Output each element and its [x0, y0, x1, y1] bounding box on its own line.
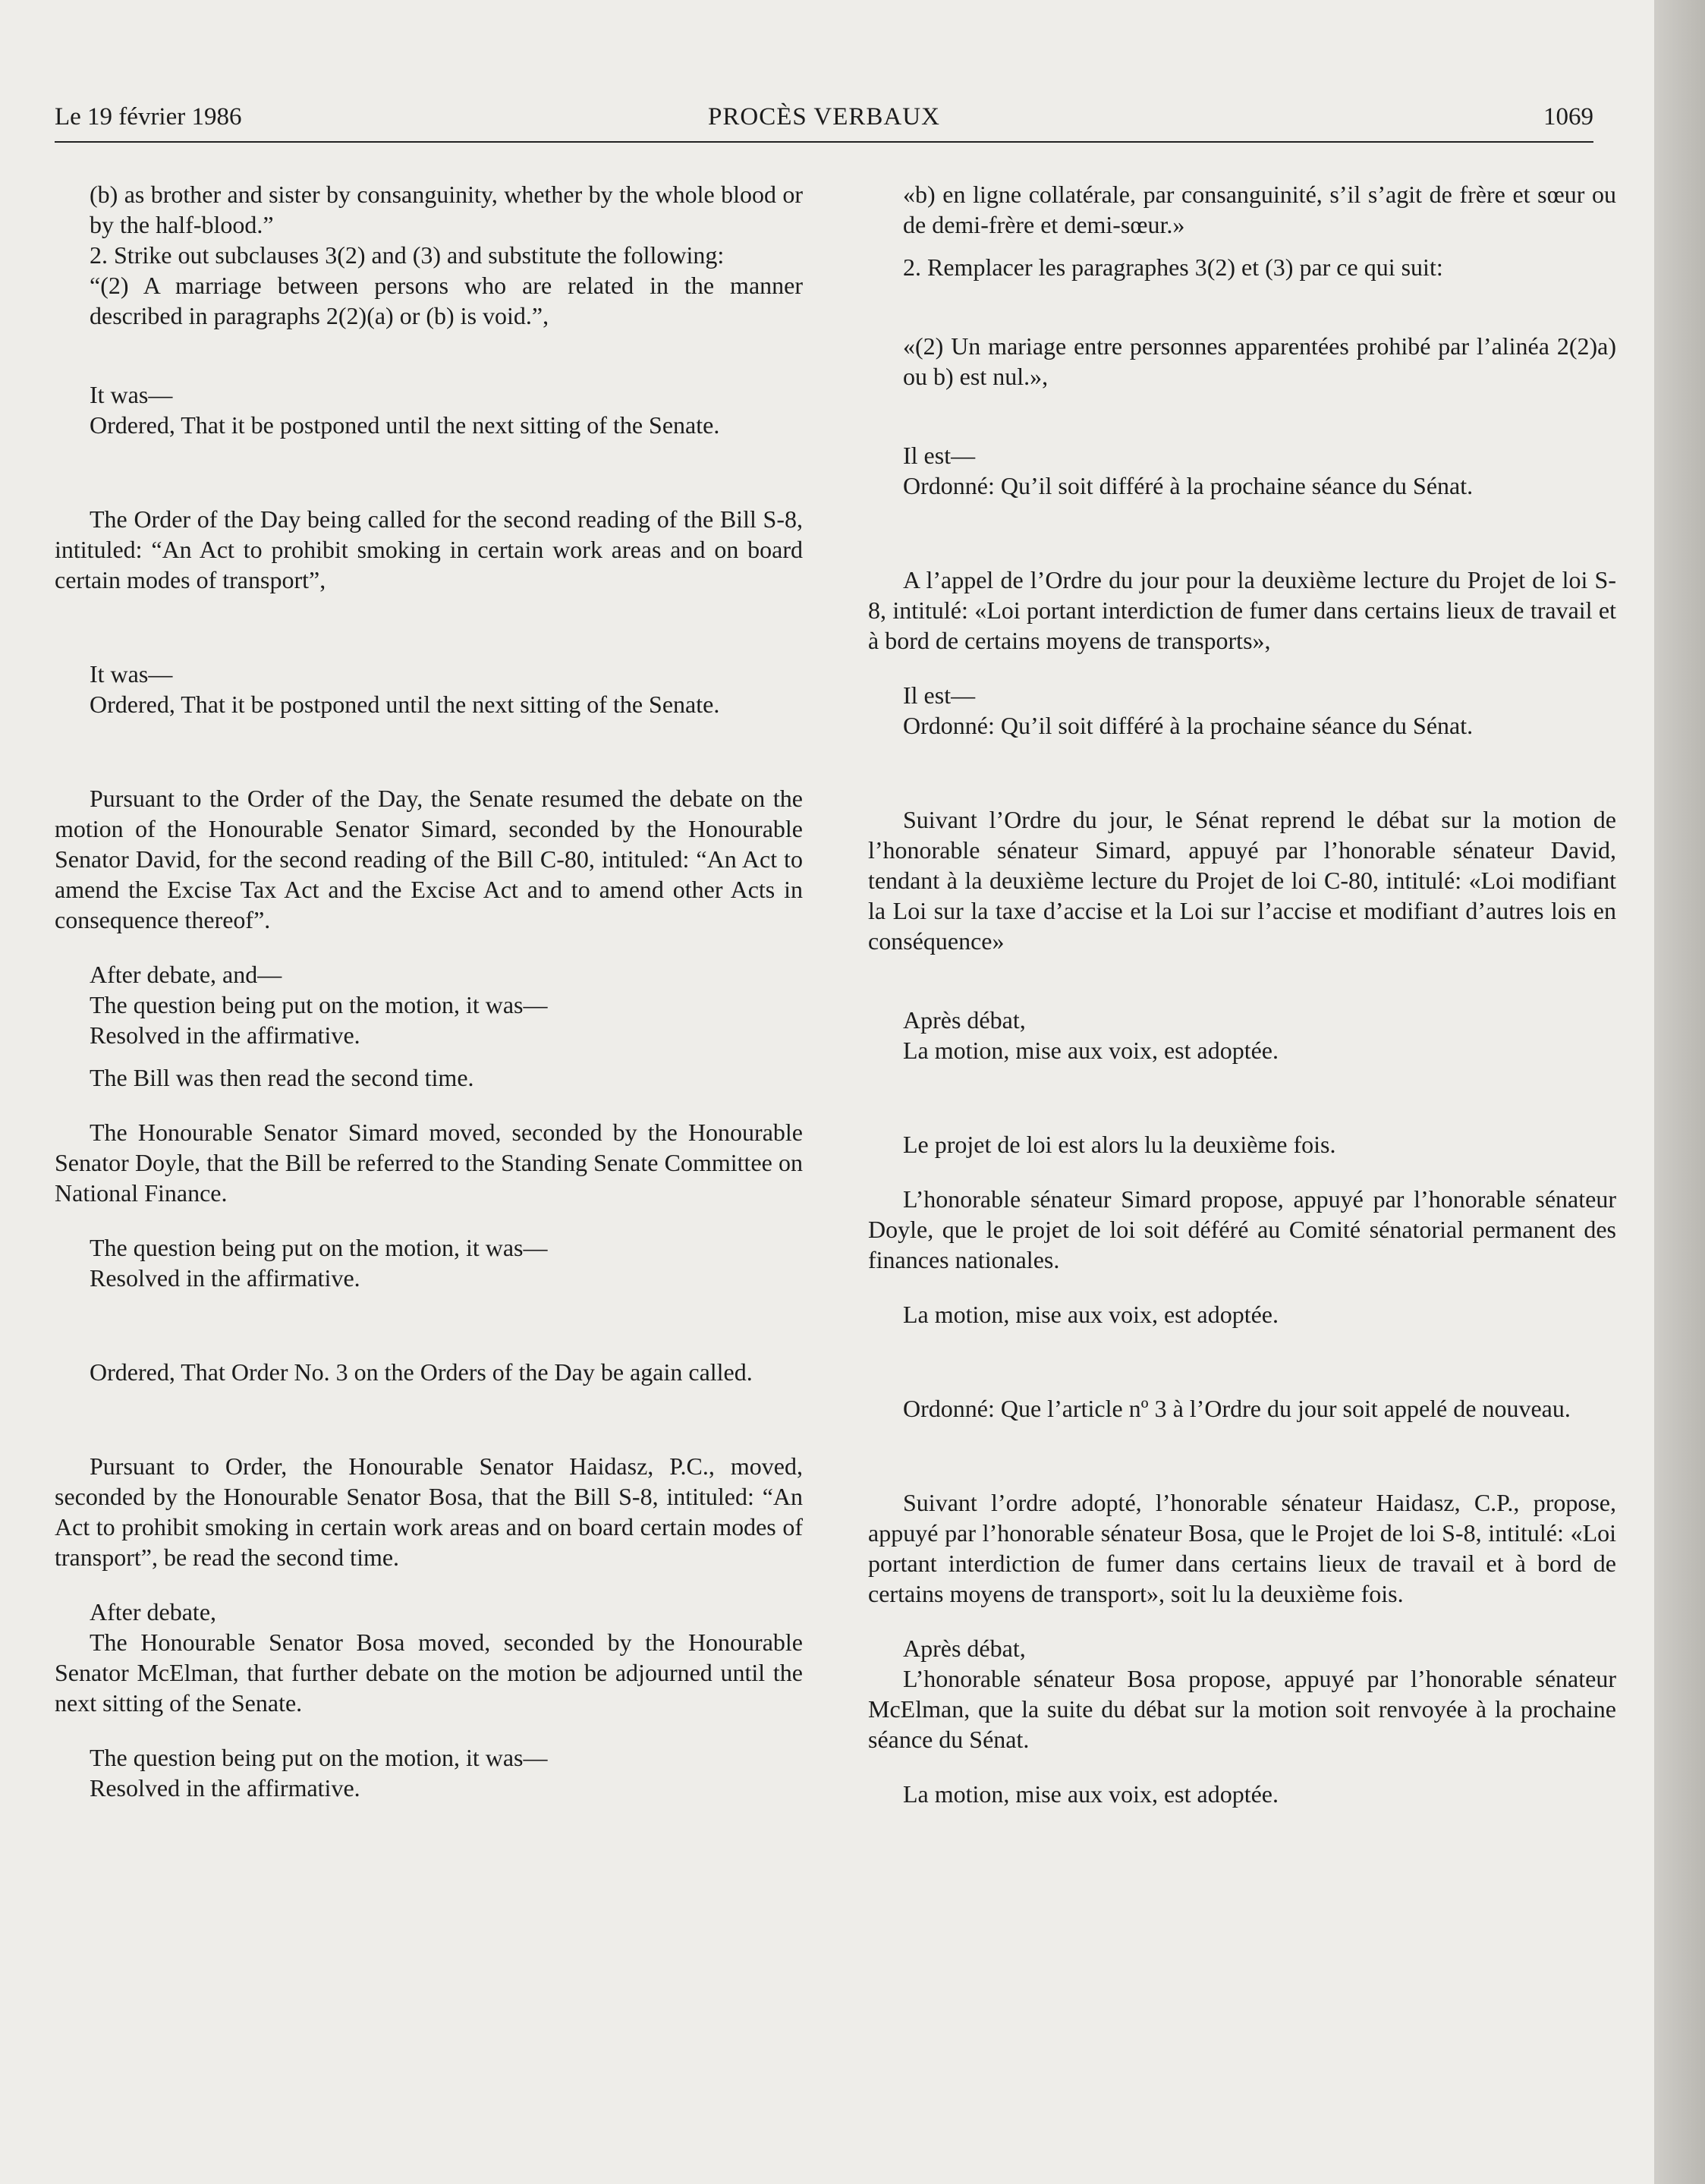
text-paragraph: A l’appel de l’Ordre du jour pour la deuxième lecture du Projet de loi S-8, intitulé: «Loi portant interdiction de fumer dans certains lieux de travail et à bord de certains moyens de transports», [868, 566, 1616, 654]
text-paragraph: L’honorable sénateur Bosa propose, appuyé par l’honorable sénateur McElman, que la suite du débat sur la motion soit renvoyée à la prochaine séance du Sénat. [868, 1665, 1616, 1753]
text-paragraph: Resolved in the affirmative. [90, 1774, 360, 1802]
text-paragraph: It was— [90, 381, 173, 408]
text-paragraph: It was— [90, 660, 173, 688]
text-paragraph: Ordered, That it be postponed until the next sitting of the Senate. [90, 411, 720, 439]
text-paragraph: The Order of the Day being called for the second reading of the Bill S-8, intituled: “An Act to prohibit smoking in certain work areas and on board certain modes of transport”, [55, 505, 803, 593]
text-paragraph: Il est— [903, 442, 976, 469]
text-paragraph: Pursuant to the Order of the Day, the Senate resumed the debate on the motion of the Honourable Senator Simard, seconded by the Honourable Senator David, for the second reading of the Bill C-80, intituled: “An Act to amend the Excise Tax Act and the Excise Act and to amend other Acts in consequence thereof”. [55, 785, 803, 933]
page-header [55, 103, 1593, 143]
text-paragraph: Après débat, [903, 1006, 1026, 1034]
text-paragraph: «(2) Un mariage entre personnes apparentées prohibé par l’alinéa 2(2)a) ou b) est nul.», [903, 332, 1616, 390]
text-paragraph: Ordered, That Order No. 3 on the Orders of the Day be again called. [90, 1358, 753, 1386]
text-paragraph: The Honourable Senator Bosa moved, seconded by the Honourable Senator McElman, that further debate on the motion be adjourned until the next sitting of the Senate. [55, 1629, 803, 1717]
text-paragraph: La motion, mise aux voix, est adoptée. [903, 1780, 1279, 1808]
text-paragraph: Ordonné: Qu’il soit différé à la prochaine séance du Sénat. [903, 712, 1474, 739]
text-paragraph: Resolved in the affirmative. [90, 1021, 360, 1049]
text-paragraph: «b) en ligne collatérale, par consanguinité, s’il s’agit de frère et sœur ou de demi-frère et demi-sœur.» [903, 181, 1616, 238]
text-paragraph: The question being put on the motion, it was— [90, 1744, 548, 1771]
french-column [868, 179, 1616, 1809]
text-paragraph: The question being put on the motion, it was— [90, 1234, 548, 1261]
text-paragraph: Suivant l’ordre adopté, l’honorable sénateur Haidasz, C.P., propose, appuyé par l’honorable sénateur Bosa, que le Projet de loi S-8, intitulé: «Loi portant interdiction de fumer dans certains lieux de travail et à bord de certains moyens de transport», soit lu la deuxième fois. [868, 1489, 1616, 1607]
page-binding-edge [1654, 0, 1705, 2184]
text-paragraph: La motion, mise aux voix, est adoptée. [903, 1301, 1279, 1328]
text-paragraph: 2. Strike out subclauses 3(2) and (3) and substitute the following: [90, 241, 725, 269]
header-title: PROCÈS VERBAUX [708, 103, 940, 131]
header-date: Le 19 février 1986 [55, 103, 242, 131]
text-paragraph: “(2) A marriage between persons who are related in the manner described in paragraphs 2(2)(a) or (b) is void.”, [90, 272, 803, 329]
english-column [55, 179, 803, 1803]
text-paragraph: After debate, and— [90, 961, 282, 988]
text-paragraph: Il est— [903, 681, 976, 709]
page-number: 1069 [1543, 103, 1593, 131]
text-paragraph: L’honorable sénateur Simard propose, appuyé par l’honorable sénateur Doyle, que le projet de loi soit déféré au Comité sénatorial permanent des finances nationales. [868, 1185, 1616, 1273]
text-paragraph: 2. Remplacer les paragraphes 3(2) et (3) par ce qui suit: [903, 253, 1443, 281]
text-paragraph: After debate, [90, 1598, 217, 1625]
text-paragraph: Ordonné: Que l’article nº 3 à l’Ordre du jour soit appelé de nouveau. [903, 1395, 1571, 1422]
text-paragraph: Suivant l’Ordre du jour, le Sénat reprend le débat sur la motion de l’honorable sénateur Simard, appuyé par l’honorable sénateur David, tendant à la deuxième lecture du Projet de loi C-80, intitulé: «Loi modifiant la Loi sur la taxe d’accise et la Loi sur l’accise et modifiant d’autres lois en conséquence» [868, 806, 1616, 955]
text-paragraph: Pursuant to Order, the Honourable Senator Haidasz, P.C., moved, seconded by the Honourable Senator Bosa, that the Bill S-8, intituled: “An Act to prohibit smoking in certain work areas and on board certain modes of transport”, be read the second time. [55, 1452, 803, 1571]
text-paragraph: The Honourable Senator Simard moved, seconded by the Honourable Senator Doyle, that the Bill be referred to the Standing Senate Committee on National Finance. [55, 1119, 803, 1207]
text-paragraph: Ordonné: Qu’il soit différé à la prochaine séance du Sénat. [903, 472, 1474, 499]
text-paragraph: The Bill was then read the second time. [90, 1064, 474, 1091]
text-paragraph: Resolved in the affirmative. [90, 1264, 360, 1292]
header-rule [55, 141, 1593, 143]
text-paragraph: Après débat, [903, 1635, 1026, 1662]
text-paragraph: La motion, mise aux voix, est adoptée. [903, 1037, 1279, 1064]
text-paragraph: (b) as brother and sister by consanguinity, whether by the whole blood or by the half-blood.” [90, 181, 803, 238]
text-paragraph: Le projet de loi est alors lu la deuxième fois. [903, 1131, 1336, 1158]
text-paragraph: Ordered, That it be postponed until the next sitting of the Senate. [90, 691, 720, 718]
text-paragraph: The question being put on the motion, it was— [90, 991, 548, 1018]
